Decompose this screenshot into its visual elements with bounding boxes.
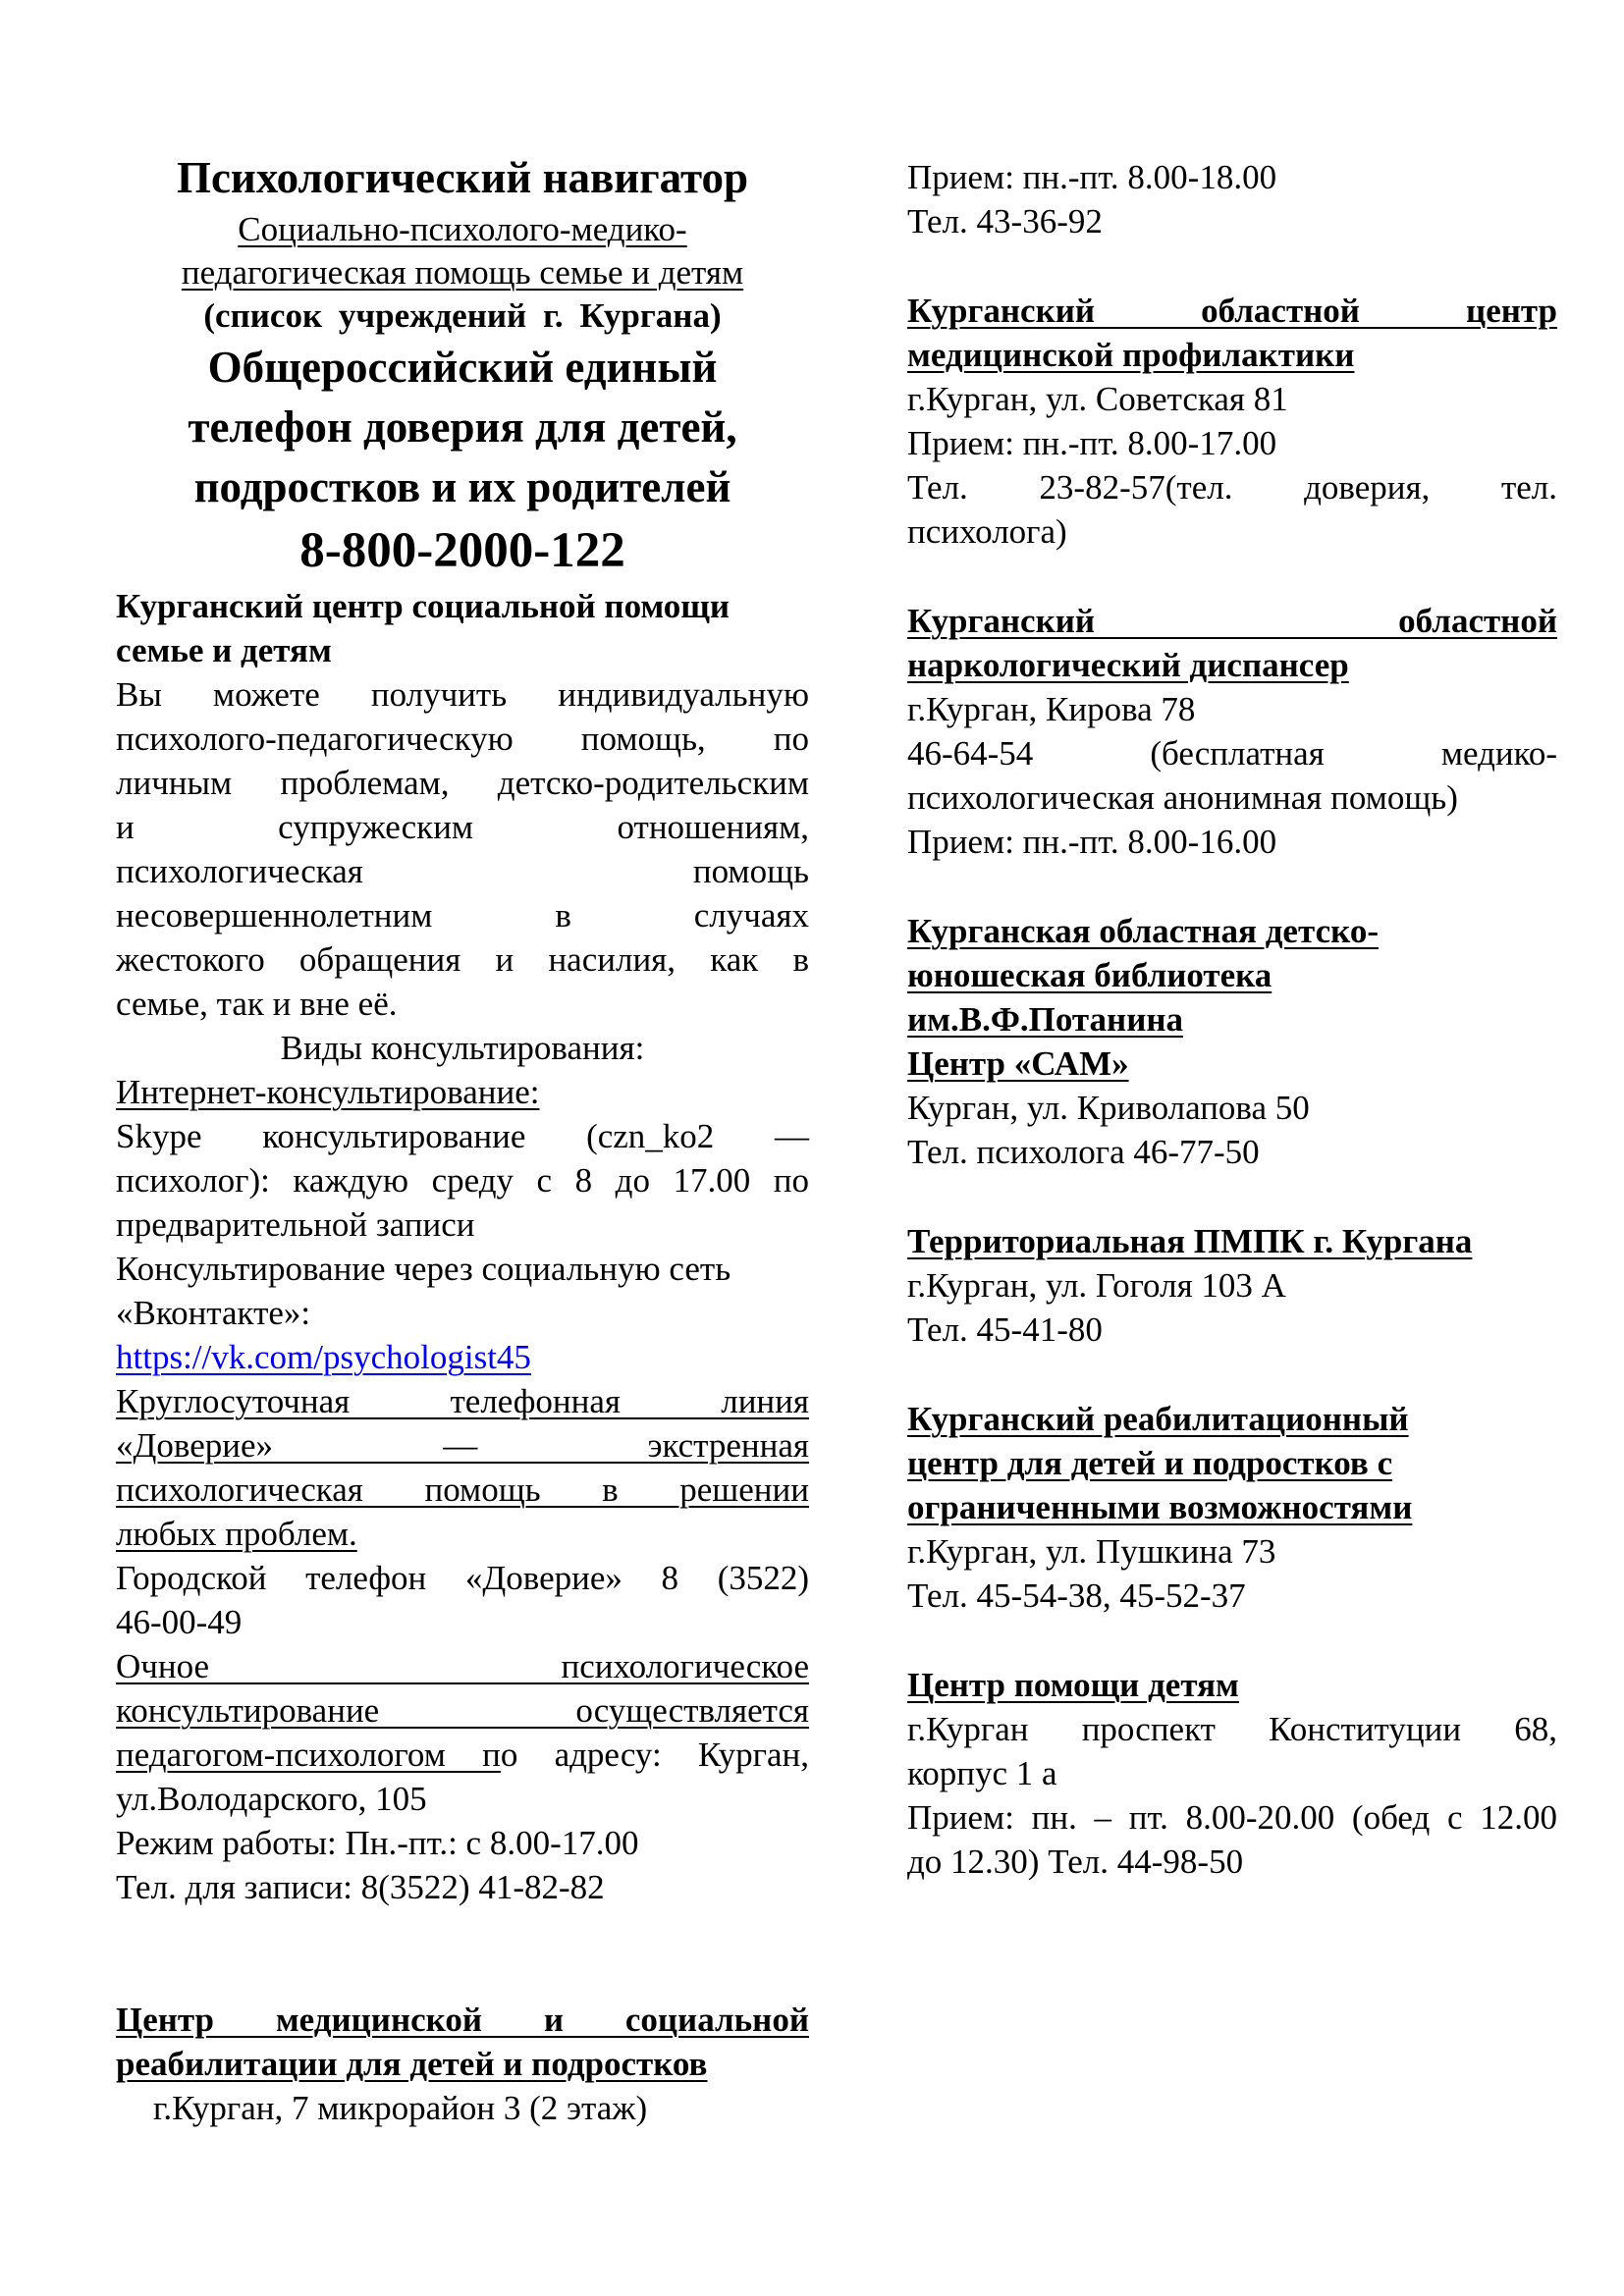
- inperson-street: ул.Володарского, 105: [116, 1780, 427, 1818]
- center-name: Курганский областной центр: [907, 292, 1557, 330]
- center-address: г.Курган проспект Конституции 68,: [907, 1710, 1557, 1748]
- hotline24-info: психологическая помощь в решении: [116, 1470, 809, 1509]
- hotline-heading: подростков и их родителей: [193, 462, 731, 511]
- center-description: семье, так и вне её.: [116, 985, 398, 1023]
- center-description: несовершеннолетним в случаях: [116, 896, 809, 934]
- center-address: г.Курган, ул. Гоголя 103 А: [907, 1266, 1286, 1305]
- center-address: г.Курган, 7 микрорайон 3 (2 этаж): [153, 2089, 648, 2127]
- reception-hours: Прием: пн. – пт. 8.00-20.00 (обед с 12.00: [907, 1798, 1557, 1837]
- center-description: и супружеским отношениям,: [116, 808, 809, 846]
- reception-hours: Прием: пн.-пт. 8.00-16.00: [907, 823, 1277, 861]
- center-address: г.Курган, Кирова 78: [907, 690, 1196, 728]
- center-name: Курганский областной: [907, 602, 1557, 640]
- city-phone: Городской телефон «Доверие» 8 (3522): [116, 1559, 809, 1597]
- phone: Тел. 43-36-92: [907, 202, 1103, 240]
- center-address: г.Курган, ул. Пушкина 73: [907, 1532, 1276, 1571]
- center-name: им.В.Ф.Потанина: [907, 1000, 1184, 1039]
- internet-consult-heading: Интернет-консультирование:: [116, 1073, 540, 1111]
- center-description: личным проблемам, детско-родительским: [116, 764, 809, 802]
- center-name: ограниченными возможностями: [907, 1488, 1413, 1526]
- center-address: Курган, ул. Криволапова 50: [907, 1089, 1310, 1127]
- vk-info: «Вконтакте»:: [116, 1294, 311, 1332]
- inperson-underlined: педагогом-психологом п: [116, 1735, 501, 1774]
- city-phone: 46-00-49: [116, 1603, 243, 1641]
- phone: Тел. психолога 46-77-50: [907, 1133, 1260, 1171]
- left-column: [116, 147, 809, 2130]
- hotline24-info: любых проблем.: [116, 1515, 357, 1553]
- center-name: Центр «САМ»: [907, 1044, 1129, 1083]
- phone: Тел. 45-54-38, 45-52-37: [907, 1576, 1246, 1615]
- reception-hours: до 12.30) Тел. 44-98-50: [907, 1842, 1244, 1881]
- phone: психолога): [907, 512, 1067, 551]
- work-hours: Режим работы: Пн.-пт.: с 8.00-17.00: [116, 1824, 639, 1862]
- phone: 46-64-54 (бесплатная медико-: [907, 734, 1557, 773]
- center-name: семье и детям: [116, 631, 332, 669]
- hotline-phone: 8-800-2000-122: [299, 523, 625, 578]
- inperson-info: консультирование осуществляется: [116, 1691, 809, 1730]
- reception-hours: Прием: пн.-пт. 8.00-18.00: [907, 158, 1277, 196]
- center-name: Центр медицинской и социальной: [116, 2001, 809, 2039]
- center-description: психолого-педагогическую помощь, по: [116, 720, 809, 758]
- center-address: корпус 1 а: [907, 1754, 1057, 1792]
- page-title: Психологический навигатор: [176, 153, 749, 202]
- phone: психологическая анонимная помощь): [907, 778, 1458, 817]
- hotline-heading: телефон доверия для детей,: [188, 402, 737, 452]
- center-name: медицинской профилактики: [907, 336, 1355, 374]
- center-name: наркологический диспансер: [907, 646, 1349, 684]
- hotline24-info: «Доверие» — экстренная: [116, 1426, 809, 1465]
- inperson-info: [116, 1733, 809, 1777]
- center-name: Центр помощи детям: [907, 1666, 1239, 1704]
- center-name: Территориальная ПМПК г. Кургана: [907, 1222, 1473, 1260]
- vk-link[interactable]: https://vk.com/psychologist45: [116, 1338, 531, 1376]
- center-name: Курганский центр социальной помощи: [116, 587, 731, 625]
- record-phone: Тел. для записи: 8(3522) 41-82-82: [116, 1868, 605, 1906]
- skype-info: предварительной записи: [116, 1205, 475, 1244]
- center-name: Курганская областная детско-: [907, 912, 1379, 950]
- phone: Тел. 45-41-80: [907, 1310, 1103, 1349]
- center-description: психологическая помощь: [116, 852, 809, 890]
- list-note: (список учреждений г. Кургана): [203, 296, 722, 335]
- subtitle-line: педагогическая помощь семье и детям: [181, 253, 744, 292]
- right-column: [907, 155, 1557, 1884]
- skype-info: Skype консультирование (czn_ko2 —: [116, 1117, 809, 1155]
- center-name: центр для детей и подростков с: [907, 1444, 1393, 1482]
- skype-info: психолог): каждую среду с 8 до 17.00 по: [116, 1161, 809, 1200]
- inperson-address: о адресу: Курган,: [500, 1735, 809, 1774]
- consult-types-heading: Виды консультирования:: [280, 1029, 645, 1067]
- center-name: реабилитации для детей и подростков: [116, 2045, 708, 2083]
- inperson-info: Очное психологическое: [116, 1647, 809, 1685]
- center-name: Курганский реабилитационный: [907, 1400, 1409, 1438]
- hotline-heading: Общероссийский единый: [207, 343, 718, 392]
- vk-info: Консультирование через социальную сеть: [116, 1250, 731, 1288]
- center-description: Вы можете получить индивидуальную: [116, 675, 809, 714]
- reception-hours: Прием: пн.-пт. 8.00-17.00: [907, 424, 1277, 462]
- subtitle-line: Социально-психолого-медико-: [238, 210, 687, 248]
- center-address: г.Курган, ул. Советская 81: [907, 380, 1288, 418]
- phone: Тел. 23-82-57(тел. доверия, тел.: [907, 468, 1557, 507]
- center-name: юношеская библиотека: [907, 956, 1272, 994]
- hotline24-info: Круглосуточная телефонная линия: [116, 1382, 809, 1420]
- center-description: жестокого обращения и насилия, как в: [116, 940, 809, 979]
